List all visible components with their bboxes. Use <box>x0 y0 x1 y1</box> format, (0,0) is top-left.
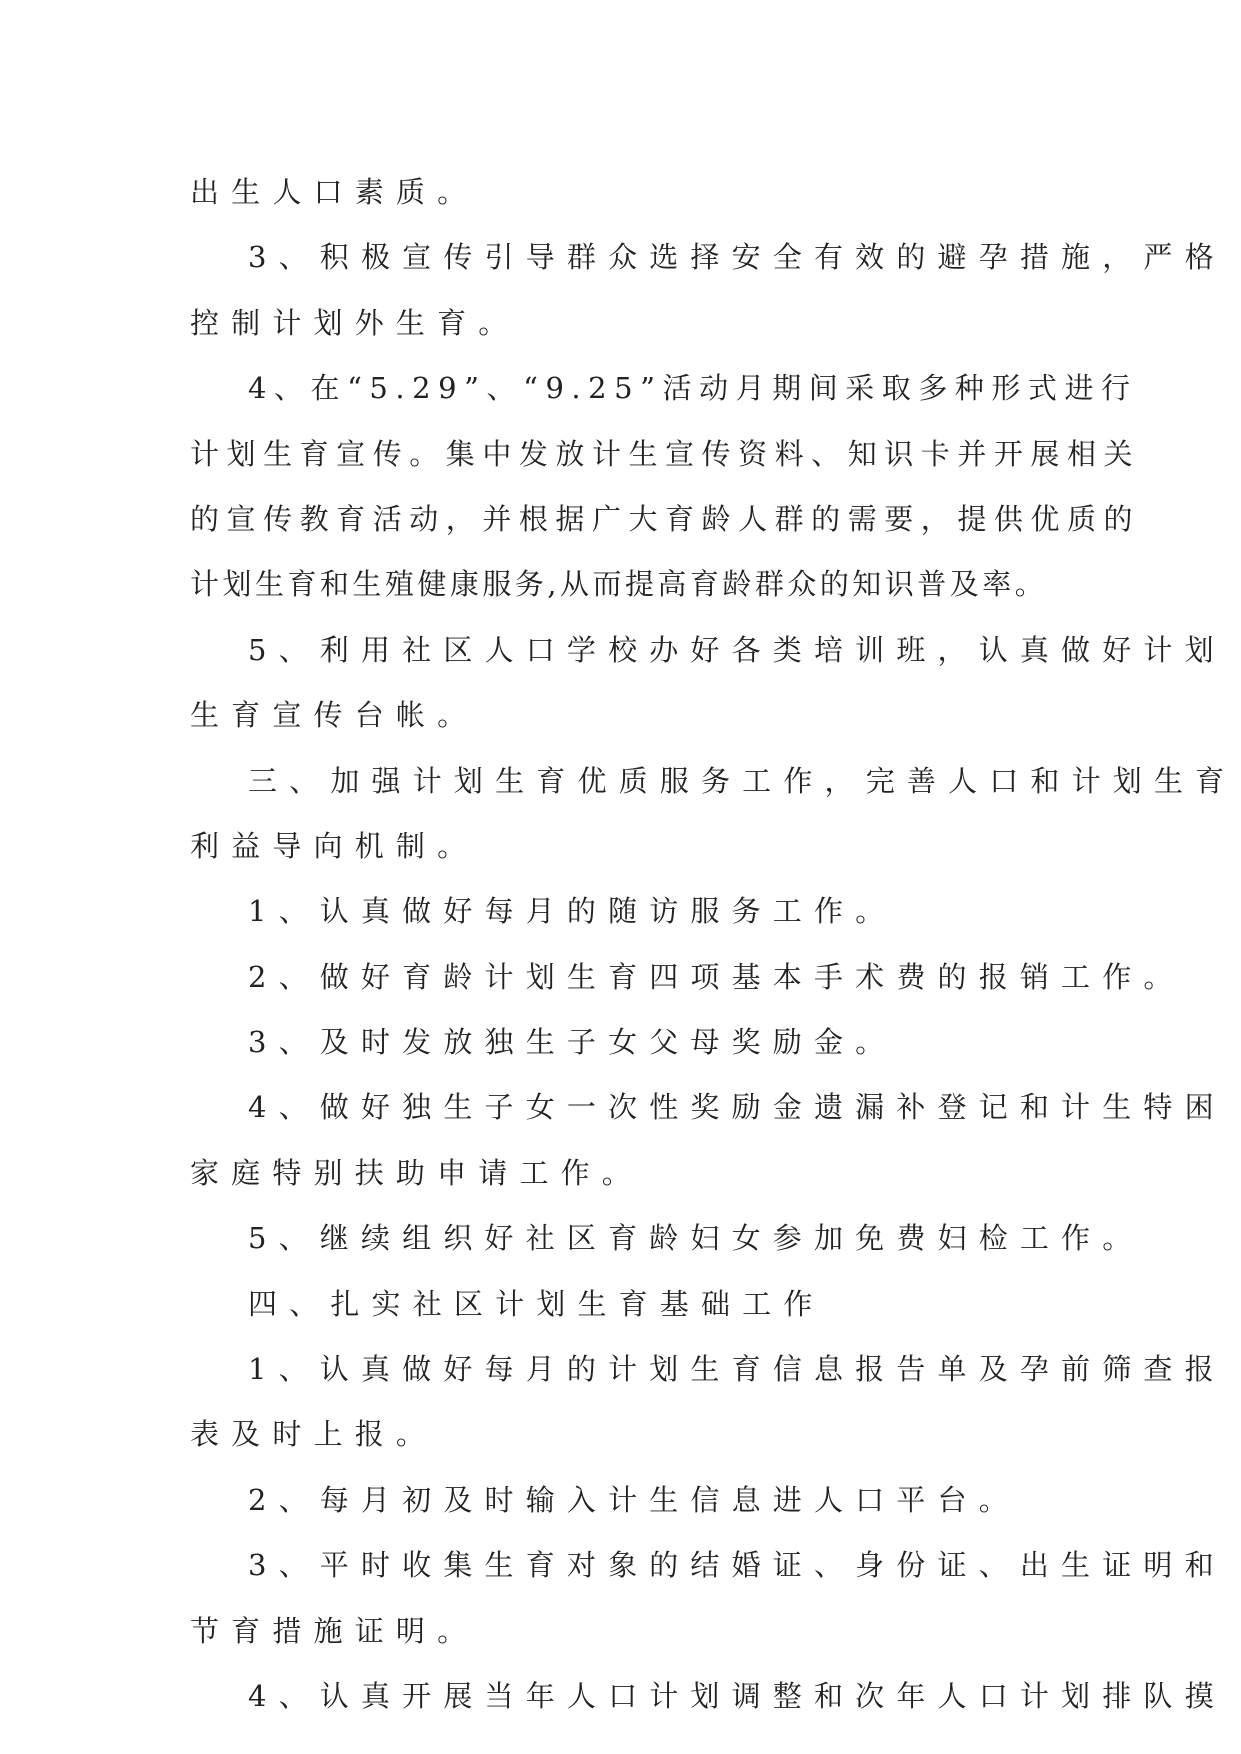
paragraph-item-4: 4、在“5.29”、“9.25”活动月期间采取多种形式进行 <box>248 371 1138 406</box>
paragraph-item-1: 1、认真做好每月的计划生育信息报告单及孕前筛查报 <box>248 1352 1226 1387</box>
text-line: 家庭特别扶助申请工作。 <box>190 1155 643 1190</box>
text-line: 节育措施证明。 <box>190 1613 479 1648</box>
paragraph-item-2: 2、做好育龄计划生育四项基本手术费的报销工作。 <box>248 959 1185 994</box>
paragraph-item-4: 4、认真开展当年人口计划调整和次年人口计划排队摸 <box>248 1678 1226 1713</box>
text-line: 计划生育宣传。集中发放计生宣传资料、知识卡并开展相关 <box>190 436 1141 471</box>
paragraph-item-1: 1、认真做好每月的随访服务工作。 <box>248 894 897 929</box>
paragraph-item-2: 2、每月初及时输入计生信息进人口平台。 <box>248 1482 1020 1517</box>
text-line: 控制计划外生育。 <box>190 305 520 340</box>
paragraph-item-5: 5、利用社区人口学校办好各类培训班，认真做好计划 <box>248 632 1226 667</box>
paragraph-item-3: 3、平时收集生育对象的结婚证、身份证、出生证明和 <box>248 1548 1226 1583</box>
text-line: 出生人口素质。 <box>190 175 479 209</box>
paragraph-item-3: 3、及时发放独生子女父母奖励金。 <box>248 1025 897 1060</box>
text-line: 利益导向机制。 <box>190 828 479 863</box>
section-heading-4: 四、扎实社区计划生育基础工作 <box>248 1286 825 1321</box>
text-line: 生育宣传台帐。 <box>190 698 479 733</box>
paragraph-item-5: 5、继续组织好社区育龄妇女参加免费妇检工作。 <box>248 1221 1144 1256</box>
document-body <box>190 160 1237 1729</box>
text-line: 计划生育和生殖健康服务,从而提高育龄群众的知识普及率。 <box>190 567 1048 602</box>
text-line: 表及时上报。 <box>190 1417 438 1452</box>
section-heading-3: 三、加强计划生育优质服务工作，完善人口和计划生育 <box>248 763 1237 798</box>
paragraph-item-4: 4、做好独生子女一次性奖励金遗漏补登记和计生特困 <box>248 1090 1226 1125</box>
paragraph-item-3: 3、积极宣传引导群众选择安全有效的避孕措施，严格 <box>248 240 1226 275</box>
text-line: 的宣传教育活动，并根据广大育龄人群的需要，提供优质的 <box>190 501 1141 536</box>
